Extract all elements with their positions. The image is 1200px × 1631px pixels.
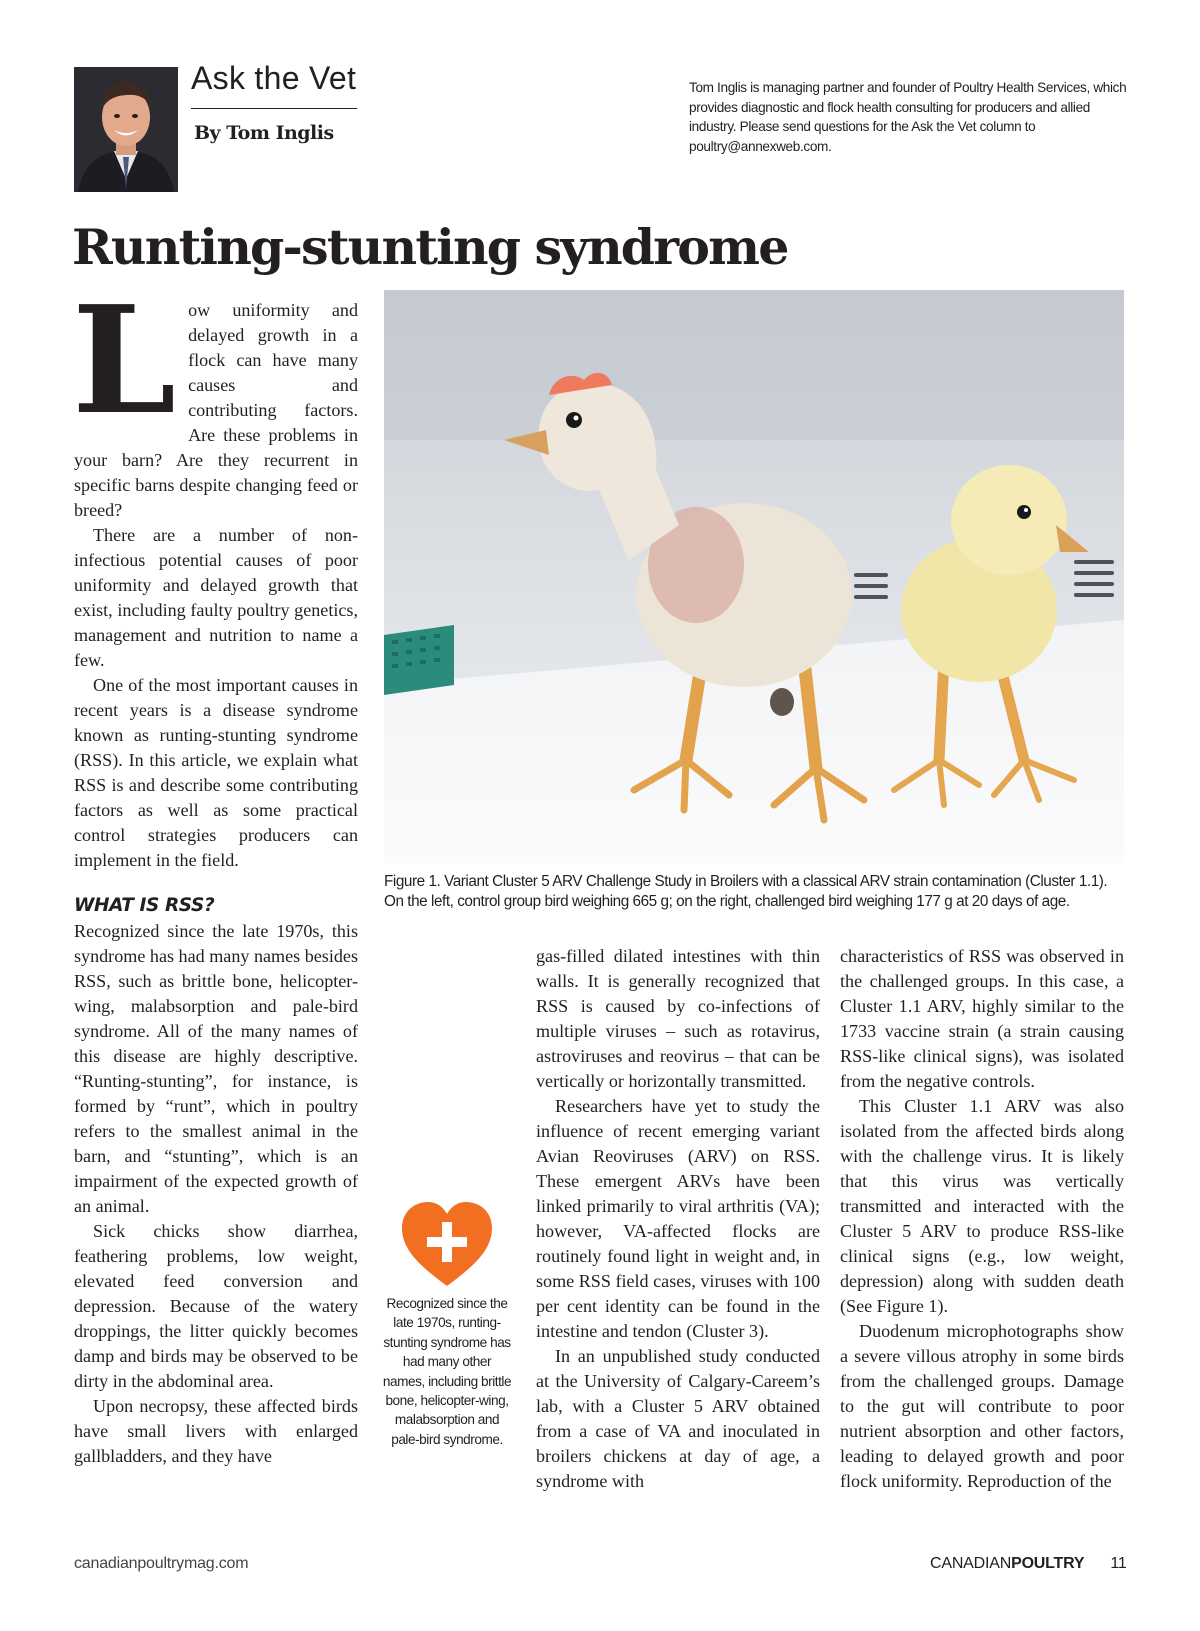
intro-text: ow uniformity and delayed growth in a flock can have many causes and contributing factors. Are these problems in your barn? Are they recurrent in specific barns despite changing feed or breed?	[74, 300, 358, 520]
footer-brand	[930, 1555, 1127, 1573]
footer-website: canadianpoultrymag.com	[74, 1555, 249, 1572]
paragraph: gas-filled dilated intestines with thin walls. It is generally recognized that RSS is caused by co-infections of multiple viruses – such as rotavirus, astroviruses and reovirus – that can be vertically or horizontally transmitted.	[536, 946, 820, 1091]
section-subhead: WHAT IS RSS?	[74, 895, 215, 916]
paragraph: This Cluster 1.1 ARV was also isolated from the affected birds along with the challenge virus. It is likely that this virus was vertically transmitted and interacted with the Cluster 5 ARV to produce RSS-like clinical signs (e.g., low weight, depression) along with sudden death (See Figure 1).	[840, 1096, 1124, 1316]
article-column-4	[840, 944, 1124, 1494]
pull-quote: Recognized since the late 1970s, runting-stunting syndrome has had many other names, including brittle bone, helicopter-wing, malabsorption and pale-bird syndrome.	[382, 1296, 512, 1447]
paragraph: There are a number of non-infectious potential causes of poor uniformity and delayed growth that exist, including faulty poultry genetics, management and nutrition to name a few.	[74, 525, 358, 670]
drop-cap: L	[72, 273, 177, 447]
paragraph: Duodenum microphotographs show a severe villous atrophy in some birds from the challenged groups. Damage to the gut will contribute to poor nutrient absorption and other factors, leading to delayed growth and poor flock uniformity. Reproduction of the	[840, 1321, 1124, 1491]
author-bio: Tom Inglis is managing partner and founder of Poultry Health Services, which provides diagnostic and flock health consulting for producers and allied industry. Please send questions for the Ask the Vet column to poultry@annexweb.com.	[689, 80, 1127, 154]
paragraph: In an unpublished study conducted at the University of Calgary-Careem’s lab, with a Cluster 5 ARV obtained from a case of VA and inoculated in broilers chickens at day of age, a syndrome with	[536, 1346, 820, 1491]
paragraph: Upon necropsy, these affected birds have small livers with enlarged gallbladders, and they have	[74, 1396, 358, 1466]
intro-paragraph	[72, 273, 358, 523]
article-column-3	[536, 944, 820, 1494]
author-portrait-illustration	[74, 67, 178, 192]
brand-bold: POULTRY	[1011, 1555, 1085, 1572]
brand-light: CANADIAN	[930, 1555, 1012, 1572]
article-headline: Runting-stunting syndrome	[72, 218, 788, 276]
paragraph: Researchers have yet to study the influence of recent emerging variant Avian Reoviruses (ARV) on RSS. These emergent ARVs have been linked primarily to viral arthritis (VA); however, VA-affected flocks are routinely found light in weight and, in some RSS field cases, viruses with 100 per cent identity can be found in the intestine and tendon (Cluster 3).	[536, 1096, 820, 1341]
heart-plus-graphic	[400, 1200, 494, 1288]
column-name: Ask the Vet	[191, 60, 357, 96]
figure-1-photo	[384, 290, 1124, 863]
paragraph: Recognized since the late 1970s, this syndrome has had many names besides RSS, such as brittle bone, helicopter-wing, malabsorption and pale-bird syndrome. All of the many names of this disease are highly descriptive. “Runting-stunting”, for instance, is formed by “runt”, which in poultry refers to the smallest animal in the barn, and “stunting”, which is an impairment of the expected growth of an animal.	[74, 921, 358, 1216]
paragraph: characteristics of RSS was observed in the challenged groups. In this case, a Cluster 1.1 ARV, highly similar to the 1733 vaccine strain (a strain causing RSS-like clinical signs), was isolated from the negative controls.	[840, 946, 1124, 1091]
author-photo	[74, 67, 178, 192]
paragraph: Sick chicks show diarrhea, feathering problems, low weight, elevated feed conversion and depression. Because of the watery droppings, the litter quickly becomes damp and birds may be observed to be dirty in the abdominal area.	[74, 1221, 358, 1391]
chicks-illustration	[384, 290, 1124, 863]
heart-plus-icon	[400, 1200, 494, 1288]
figure-caption: Figure 1. Variant Cluster 5 ARV Challenge Study in Broilers with a classical ARV strain contamination (Cluster 1.1). On the left, control group bird weighing 665 g; on the right, challenged bird weighing 177 g at 20 days of age.	[384, 873, 1108, 910]
author-byline: By Tom Inglis	[194, 122, 334, 144]
article-column-1	[72, 273, 358, 1469]
header-divider	[191, 108, 357, 109]
paragraph: One of the most important causes in recent years is a disease syndrome known as runting-stunting syndrome (RSS). In this article, we explain what RSS is and describe some contributing factors as well as some practical control strategies producers can implement in the field.	[74, 675, 358, 870]
page-number: 11	[1110, 1555, 1127, 1572]
